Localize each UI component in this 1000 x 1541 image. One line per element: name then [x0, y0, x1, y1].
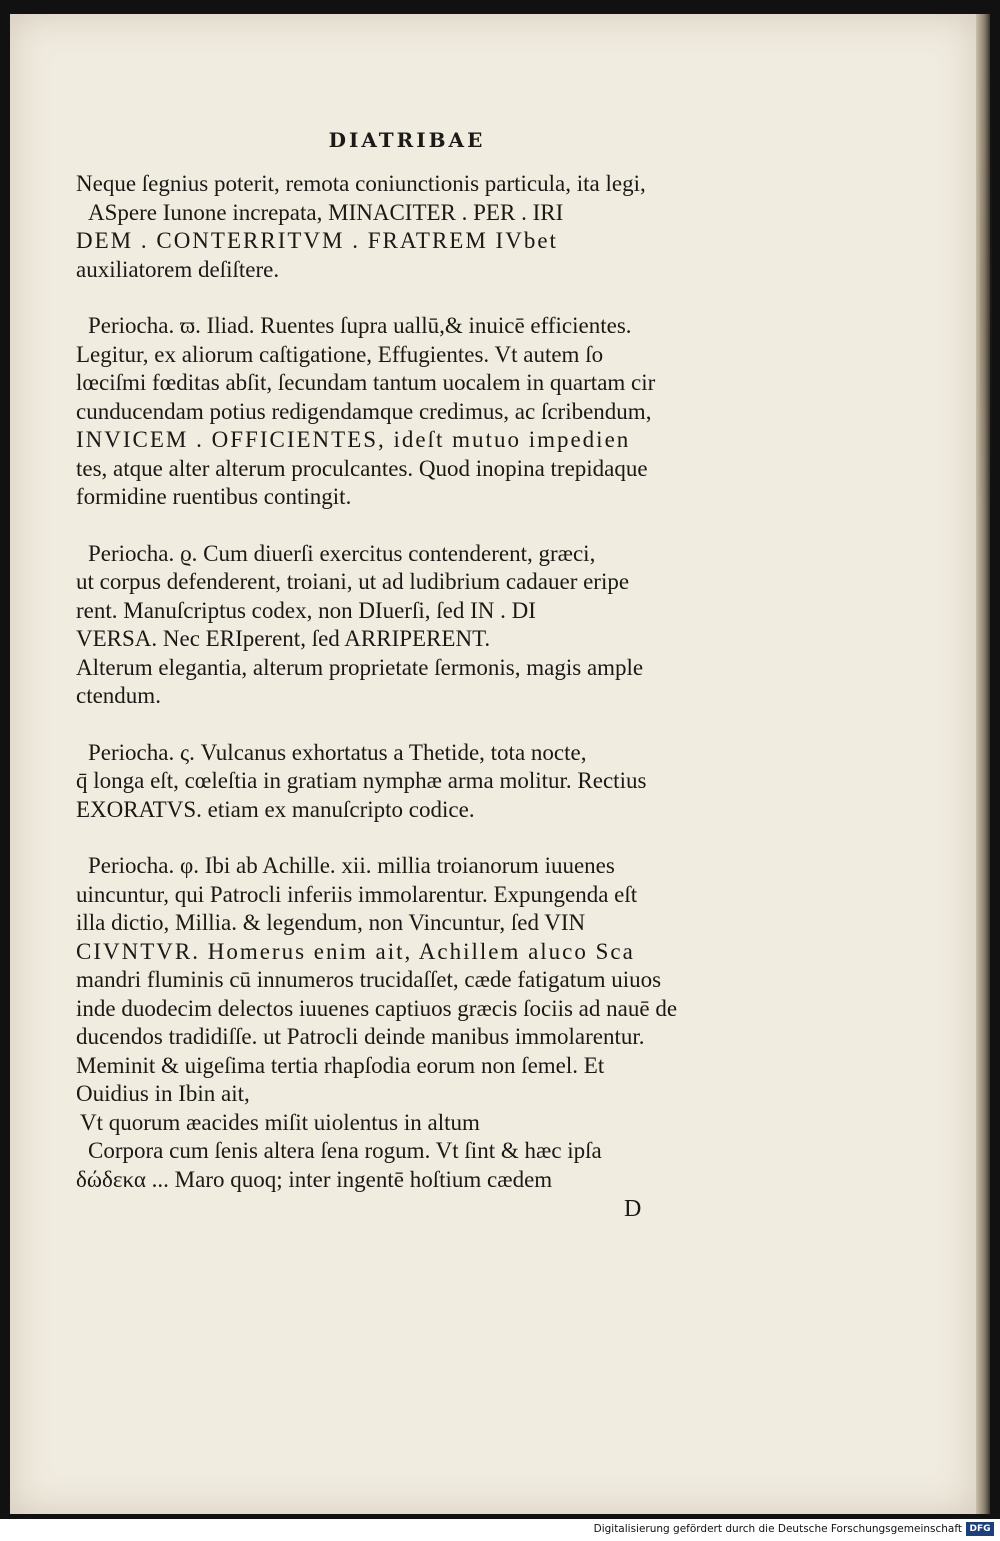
text-line: Periocha. ϖ. Iliad. Ruentes ſupra uallū,& inuicē efficientes. [88, 313, 632, 338]
text-line: uincuntur, qui Patrocli inferiis immolarentur. Expungenda eſt [76, 881, 638, 907]
text-line: tes, atque alter alterum proculcantes. Quod inopina trepidaque [76, 455, 648, 481]
text-line: ut corpus defenderent, troiani, ut ad ludibrium cadauer eripe [76, 569, 630, 594]
funding-credit: Digitalisierung gefördert durch die Deutsche Forschungsgemeinschaft [593, 1523, 962, 1535]
text-line: cunducendam potius redigendamque credimus, ac ſcribendum, [76, 398, 652, 424]
paragraph-gap [76, 284, 716, 312]
dfg-logo: DFG [966, 1522, 994, 1536]
text-line: EXORATVS. etiam ex manuſcripto codice. [76, 796, 475, 822]
text-line: inde duodecim delectos iuuenes captiuos græcis ſociis ad nauē de [76, 995, 678, 1021]
text-line: Ouidius in Ibin ait, [76, 1081, 250, 1106]
text-line: INVICEM . OFFICIENTES, ideſt mutuo impedien [76, 427, 631, 452]
paragraph-gap [76, 711, 716, 739]
paragraph-gap [76, 512, 716, 540]
paragraph-gap [76, 824, 716, 852]
text-line: ctendum. [76, 683, 161, 708]
text-line: Neque ſegnius poterit, remota coniunctionis particula, ita legi, [76, 171, 646, 196]
text-line: Periocha. ϱ. Cum diuerſi exercitus contenderent, græci, [88, 540, 596, 566]
text-line: Meminit & uigeſima tertia rhapſodia eorum non ſemel. Et [76, 1052, 605, 1078]
text-line: Alterum elegantia, alterum proprietate ſermonis, magis ample [76, 654, 644, 680]
text-line: q̄ longa eſt, cœleſtia in gratiam nymphæ arma molitur. Rectius [76, 768, 647, 793]
text-line: rent. Manuſcriptus codex, non DIuerſi, ſed IN . DI [76, 597, 536, 623]
text-line: formidine ruentibus contingit. [76, 484, 352, 509]
text-line: Periocha. ς. Vulcanus exhortatus a Thetide, tota nocte, [88, 739, 587, 765]
text-line: lœciſmi fœditas abſit, ſecundam tantum uocalem in quartam cir [76, 370, 656, 395]
verse-line: Vt quorum æacides miſit uiolentus in altum [80, 1109, 480, 1135]
text-line: Periocha. φ. Ibi ab Achille. xii. millia troianorum iuuenes [88, 853, 615, 878]
page-shadow [980, 70, 992, 510]
text-line: CIVNTVR. Homerus enim ait, Achillem aluco Sca [76, 938, 635, 964]
verse-line: Corpora cum ſenis altera ſena rogum. Vt ſint & hæc ipſa [88, 1138, 602, 1163]
text-line: Legitur, ex aliorum caſtigatione, Effugientes. Vt autem ſo [76, 341, 604, 367]
footer [0, 1519, 1000, 1541]
signature-mark: D [624, 1196, 642, 1222]
text-line: mandri fluminis cū innumeros trucidaſſet, cæde fatigatum uiuos [76, 967, 662, 992]
body-text [76, 170, 716, 1194]
text-line: VERSA. Nec ERIperent, ſed ARRIPERENT. [76, 626, 491, 651]
text-line: illa dictio, Millia. & legendum, non Vincuntur, ſed VIN [76, 910, 586, 935]
text-line: DEM . CONTERRITVM . FRATREM IVbet [76, 228, 558, 253]
running-head: DIATRIBAE [328, 128, 486, 152]
text-line: auxiliatorem deſiſtere. [76, 256, 280, 282]
text-line: ASpere Iunone increpata, MINACITER . PER . IRI [88, 199, 564, 225]
text-line: δώδεκα ... Maro quoq; inter ingentē hoſtium cædem [76, 1166, 553, 1192]
text-line: ducendos tradidiſſe. ut Patrocli deinde manibus immolarentur. [76, 1024, 645, 1049]
